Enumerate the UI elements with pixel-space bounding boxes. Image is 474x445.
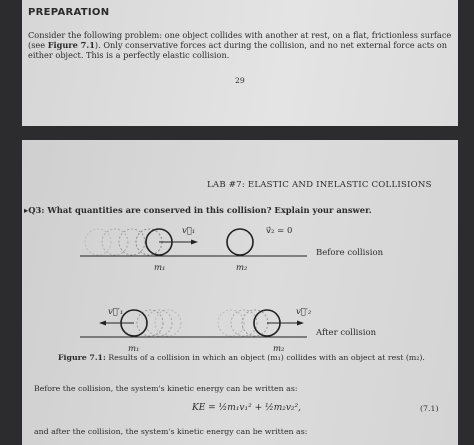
question-marker: ▸ [24, 205, 29, 215]
m2-circle [227, 229, 253, 255]
m1-after-label: m₁ [128, 344, 140, 354]
kinetic-energy-equation: KE = ½m₁v₁² + ½m₂v₂², [192, 403, 302, 413]
m1-ghost-circle [146, 310, 172, 336]
paragraph-end: ). Only conservative forces act during the collision, and no net external force acts on either object. This is a perfectly elastic collision. [28, 40, 448, 60]
v2-prime-arrowhead [297, 321, 304, 326]
figure-caption [58, 353, 425, 362]
equation-number: (7.1) [420, 404, 439, 413]
before-collision-label: Before collision [316, 248, 384, 258]
m1-label: m₁ [154, 263, 166, 273]
bottom-page [22, 140, 458, 445]
paragraph-start: Consider the following problem: one object collides with another at rest, on a flat, frictionless surface (see [28, 30, 452, 50]
m1-ghost-circle [85, 229, 111, 255]
running-header: LAB #7: ELASTIC AND INELASTIC COLLISIONS [207, 180, 432, 190]
v1-prime-label: v⃗′₁ [108, 307, 124, 317]
section-title: PREPARATION [28, 7, 110, 18]
caption-text: Results of a collision in which an object (m₁) collides with an object at rest (m₂). [108, 353, 425, 362]
intro-paragraph [28, 30, 456, 60]
v1-prime-arrowhead [99, 321, 106, 326]
figure-reference[interactable]: Figure 7.1 [47, 40, 95, 50]
caption-label: Figure 7.1: [58, 353, 106, 362]
m1-ghost-circle [137, 310, 163, 336]
m2-ghost-circle [242, 310, 268, 336]
after-collision-label: After collision [316, 328, 377, 338]
m2-after-label: m₂ [273, 344, 285, 354]
m1-ghost-circle [119, 229, 145, 255]
v1-arrowhead [191, 240, 198, 245]
m2-label: m₂ [236, 263, 248, 273]
after-collision-text: and after the collision, the system's kinetic energy can be written as: [34, 427, 308, 436]
v1-label: v⃗₁ [182, 226, 196, 236]
m1-ghost-circle [102, 229, 128, 255]
v2-zero-label: v⃗₂ = 0 [266, 226, 293, 236]
question-line [24, 205, 372, 215]
m1-ghost-circle [155, 310, 181, 336]
question-text: Q3: What quantities are conserved in this collision? Explain your answer. [28, 205, 372, 215]
page-number: 29 [235, 76, 245, 85]
v2-prime-label: v⃗′₂ [296, 307, 312, 317]
before-collision-text: Before the collision, the system's kinetic energy can be written as: [34, 384, 298, 393]
top-page [22, 0, 458, 126]
collision-diagram [22, 220, 458, 360]
